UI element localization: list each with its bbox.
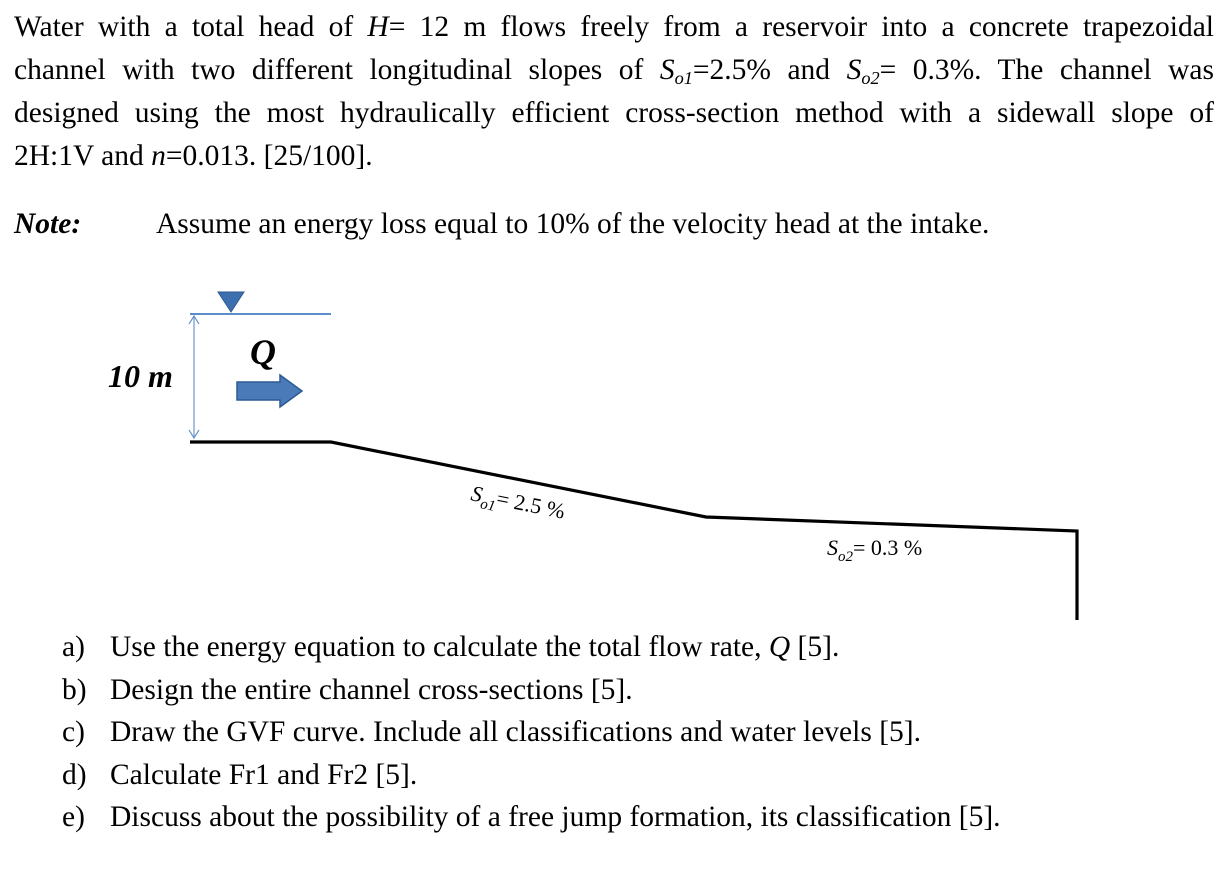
question-letter: e) xyxy=(62,801,85,833)
problem-line-2: channel with two different longitudinal slopes of $S_{o1}=2.5\%$ and $S_{o2}= 0.3\%$. The channel was xyxy=(14,54,1214,89)
problem-line-1: Water with a total head of H= 12 m flows freely from a reservoir into a concrete trapezoidal xyxy=(14,11,1214,43)
slope2-label: $S_{o2}= 0.3$ % xyxy=(827,535,923,565)
question-text: Design the entire channel cross-sections [5]. xyxy=(110,673,633,706)
water-level-triangle-icon xyxy=(218,292,244,312)
question-letter: b) xyxy=(62,673,87,706)
problem-line-4: 2H:1V and n=0.013. [25/100]. xyxy=(14,140,373,172)
question-item xyxy=(62,796,1001,839)
question-letter: d) xyxy=(62,758,87,791)
depth-label: 10 m xyxy=(108,358,173,394)
question-text: Use the energy equation to calculate the total flow rate, Q [5]. xyxy=(110,631,840,663)
question-text: Draw the GVF curve. Include all classifications and water levels [5]. xyxy=(110,716,921,748)
question-item xyxy=(62,626,1001,669)
slope1-label: $S_{o1}= 2.5$ % xyxy=(469,480,568,524)
question-list xyxy=(62,626,1001,839)
channel-bed xyxy=(190,442,1077,620)
question-letter: a) xyxy=(62,631,85,663)
question-text: Calculate Fr1 and Fr2 [5]. xyxy=(110,758,418,791)
note-label: Note: xyxy=(14,208,82,240)
flow-arrow-icon xyxy=(237,375,302,407)
note-text: Assume an energy loss equal to 10% of the velocity head at the intake. xyxy=(156,208,990,240)
question-text: Discuss about the possibility of a free jump formation, its classification [5]. xyxy=(110,801,1001,833)
flow-label: Q xyxy=(250,332,276,372)
question-item xyxy=(62,754,1001,797)
question-letter: c) xyxy=(62,716,85,748)
question-item xyxy=(62,669,1001,712)
problem-line-3: designed using the most hydraulically efficient cross-section method with a sidewall slope of xyxy=(14,97,1214,129)
question-item xyxy=(62,711,1001,754)
